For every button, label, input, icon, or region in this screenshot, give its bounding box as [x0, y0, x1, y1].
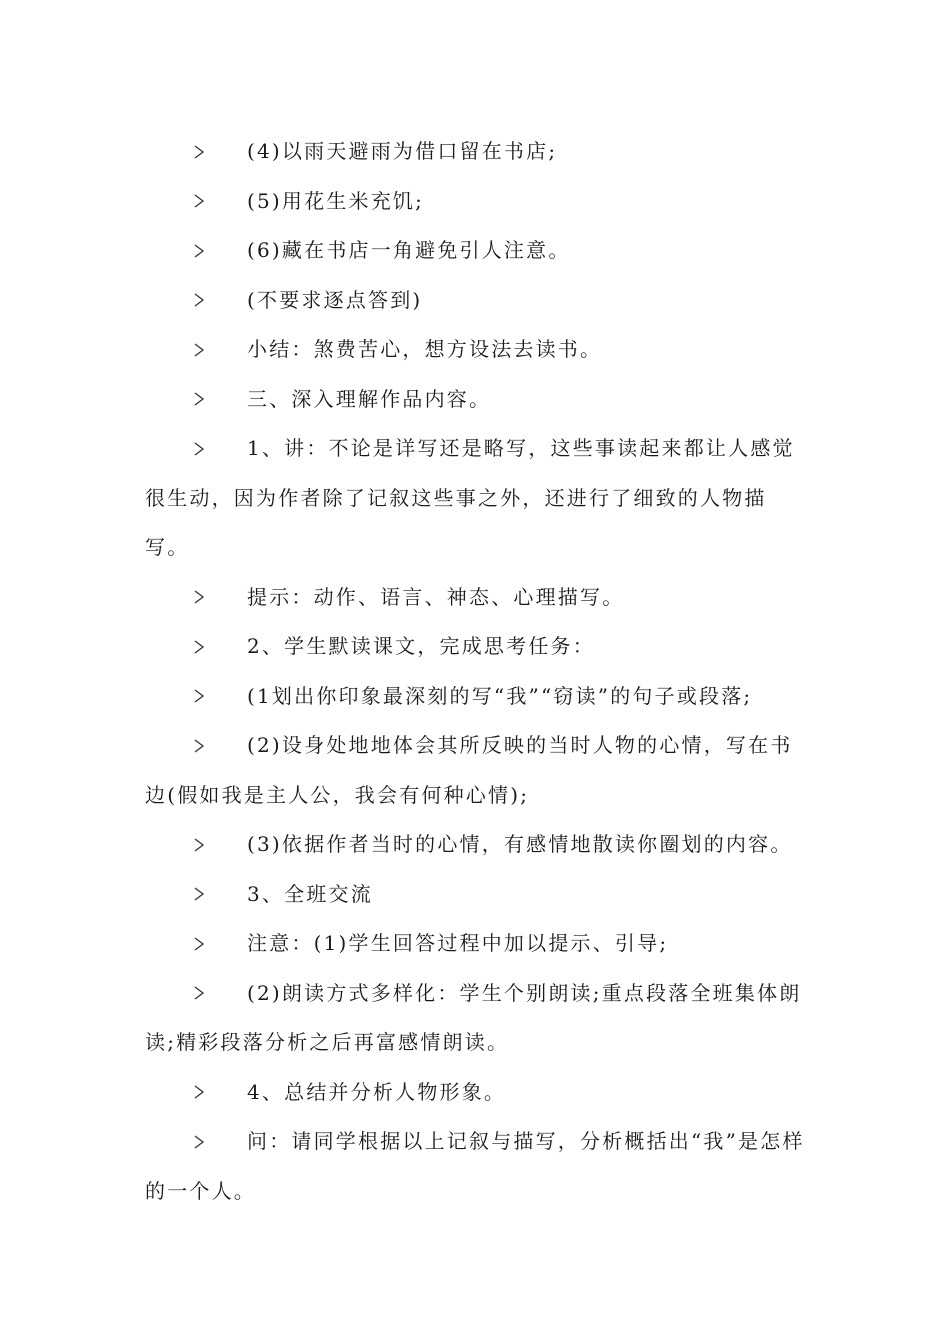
chevron-right-icon [189, 276, 209, 326]
chevron-right-icon [189, 870, 209, 920]
chevron-right-icon [189, 622, 209, 672]
paragraph-text: (2)设身处地地体会其所反映的当时人物的心情，写在书边(假如我是主人公，我会有何种心情); [145, 733, 793, 807]
paragraph-text: (不要求逐点答到) [247, 287, 423, 312]
list-item [145, 226, 805, 276]
paragraph-text: 三、深入理解作品内容。 [247, 386, 492, 411]
list-item [145, 672, 805, 722]
chevron-right-icon [189, 672, 209, 722]
chevron-right-icon [189, 573, 209, 623]
list-item [145, 276, 805, 326]
paragraph-text: 1、讲：不论是详写还是略写，这些事读起来都让人感觉很生动，因为作者除了记叙这些事之外，还进行了细致的人物描写。 [145, 436, 795, 559]
paragraph-text: 注意：(1)学生回答过程中加以提示、引导; [247, 931, 669, 955]
chevron-right-icon [189, 969, 209, 1019]
chevron-right-icon [189, 177, 209, 227]
list-item [145, 969, 805, 1068]
chevron-right-icon [189, 721, 209, 771]
list-item [145, 622, 805, 672]
paragraph-text: 小结：煞费苦心，想方设法去读书。 [247, 337, 603, 361]
list-item [145, 870, 805, 920]
chevron-right-icon [189, 325, 209, 375]
paragraph-text: (6)藏在书店一角避免引人注意。 [247, 238, 571, 262]
paragraph-text: (3)依据作者当时的心情，有感情地散读你圈划的内容。 [247, 832, 793, 856]
paragraph-text: 提示：动作、语言、神态、心理描写。 [247, 584, 625, 609]
chevron-right-icon [189, 919, 209, 969]
paragraph-text: (5)用花生米充饥; [247, 188, 425, 213]
list-item [145, 177, 805, 227]
chevron-right-icon [189, 1068, 209, 1118]
chevron-right-icon [189, 226, 209, 276]
chevron-right-icon [189, 424, 209, 474]
list-item [145, 1117, 805, 1216]
paragraph-text: 4、总结并分析人物形象。 [247, 1079, 507, 1104]
list-item [145, 424, 805, 573]
paragraph-text: 2、学生默读课文，完成思考任务： [247, 634, 595, 658]
list-item [145, 1068, 805, 1118]
list-item [145, 375, 805, 425]
paragraph-text: 问：请同学根据以上记叙与描写，分析概括出“我”是怎样的一个人。 [145, 1129, 805, 1203]
chevron-right-icon [189, 1117, 209, 1167]
list-item [145, 127, 805, 177]
paragraph-text: (2)朗读方式多样化：学生个别朗读;重点段落全班集体朗读;精彩段落分析之后再富感情朗读。 [145, 980, 802, 1054]
chevron-right-icon [189, 375, 209, 425]
list-item [145, 573, 805, 623]
document-body [145, 127, 805, 1216]
chevron-right-icon [189, 820, 209, 870]
paragraph-text: (1划出你印象最深刻的写“我”“窃读”的句子或段落; [247, 683, 753, 708]
list-item [145, 820, 805, 870]
paragraph-text: 3、全班交流 [247, 881, 373, 906]
list-item [145, 325, 805, 375]
paragraph-text: (4)以雨天避雨为借口留在书店; [247, 139, 558, 163]
list-item [145, 721, 805, 820]
list-item [145, 919, 805, 969]
chevron-right-icon [189, 127, 209, 177]
